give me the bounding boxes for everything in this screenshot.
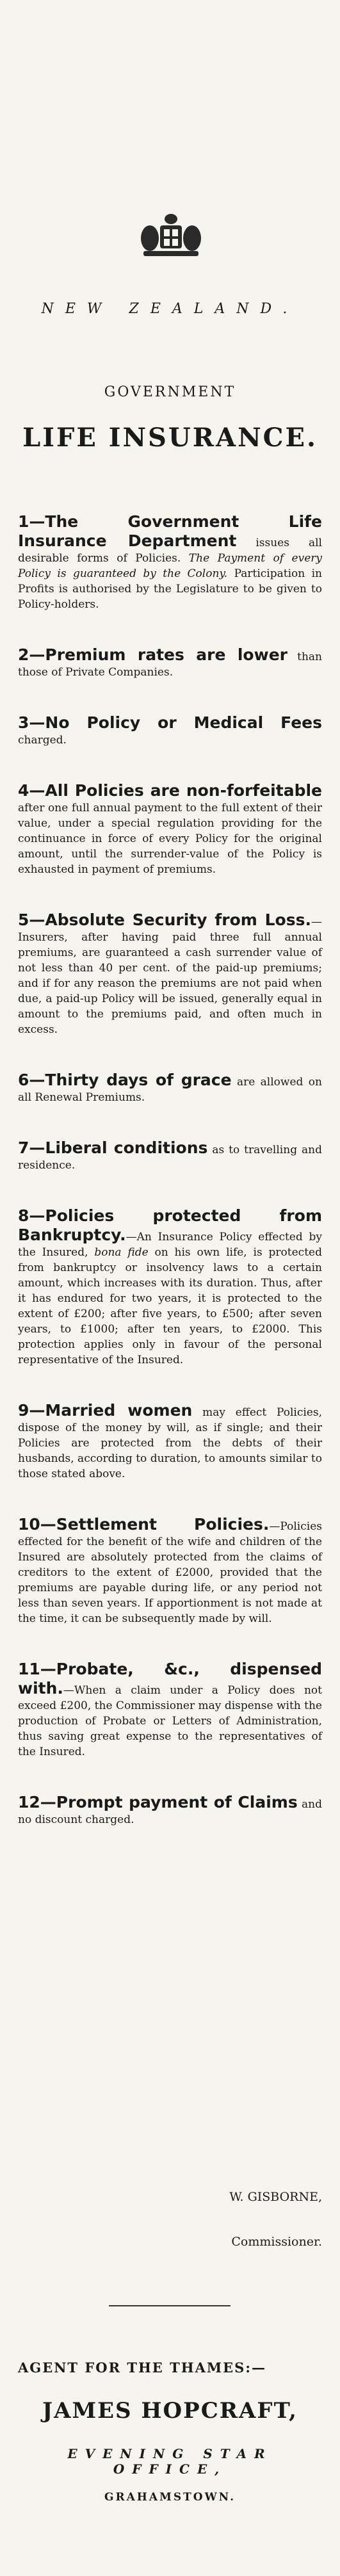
item-lead: 6—Thirty days of grace xyxy=(18,1071,232,1089)
item-tail: Participation in Profits is authorised by the Legislature to be given to Policy-holders. xyxy=(18,567,322,611)
benefits-list xyxy=(18,512,322,1861)
item-body: as to travelling and residence. xyxy=(18,1144,322,1172)
list-item xyxy=(18,1793,322,1827)
list-item xyxy=(18,1660,322,1760)
item-lead: 1—The Government Life Insurance Department xyxy=(18,512,322,550)
item-tail: on his own life, is protected from bankruptcy or insolvency laws to a certain amount, which increases with its duration. Thus, after it has endured for two years, it is protected to the extent of £200; after five years, to £500; after seven years, to £1000; after ten years, to £2000. This protection applies only in favour of the personal representative of the Insured. xyxy=(18,1246,322,1366)
item-body: —Insurers, after having paid three full annual premiums, are guaranteed a cash surrender value of not less than 40 per cent. of the paid-up premiums; and if for any reason the premiums are not paid when due, a paid-up Policy will be issued, generally equal in amount to the premiums paid, and often much in excess. xyxy=(18,916,322,1036)
list-item xyxy=(18,781,322,877)
item-lead: 8—Policies protected from Bankruptcy. xyxy=(18,1206,322,1244)
item-body: may effect Policies, dispose of the money by will, as if single; and their Policies are protected from the debts of their husbands, according to duration, to amounts similar to those stated above. xyxy=(18,1406,322,1480)
item-lead: 9—Married women xyxy=(18,1401,193,1420)
item-body: issues all desirable forms of Policies. xyxy=(18,537,322,565)
item-body: —When a claim under a Policy does not exceed £200, the Commissioner may dispense with the production of Probate or Letters of Administration, thus saving great expense to the representatives of the Insured. xyxy=(18,1684,322,1758)
item-lead: 4—All Policies are non-forfeitable xyxy=(18,781,322,800)
item-lead: 7—Liberal conditions xyxy=(18,1138,208,1157)
item-lead: 10—Settlement Policies. xyxy=(18,1515,270,1534)
item-body: and no discount charged. xyxy=(18,1798,322,1826)
list-item xyxy=(18,1515,322,1626)
list-item xyxy=(18,645,322,680)
item-italic: bona fide xyxy=(94,1246,149,1259)
department-heading: GOVERNMENT xyxy=(104,384,236,400)
list-item xyxy=(18,1401,322,1482)
list-item xyxy=(18,1138,322,1173)
coat-of-arms-icon xyxy=(136,211,206,263)
item-body: —An Insurance Policy effected by the Insured, xyxy=(18,1231,322,1259)
signature-name: W. GISBORNE, xyxy=(229,2190,322,2204)
item-body: —Policies effected for the benefit of the wife and children of the Insured are absolutely protected from the claims of creditors to the extent of £2000, provided that the premiums are payable during life, or any period not less than seven years. If apportionment is not made at the time, it can be subsequently made by will. xyxy=(18,1520,322,1625)
agent-town: GRAHAMSTOWN. xyxy=(104,2491,236,2504)
item-lead: 3—No Policy or Medical Fees xyxy=(18,713,322,732)
list-item xyxy=(18,1206,322,1368)
agent-name: JAMES HOPCRAFT, xyxy=(42,2398,298,2424)
signature-role: Commissioner. xyxy=(231,2235,322,2249)
list-item xyxy=(18,512,322,612)
country-heading: NEW ZEALAND. xyxy=(41,301,299,317)
list-item xyxy=(18,911,322,1037)
divider xyxy=(109,2305,231,2306)
item-lead: 2—Premium rates are lower xyxy=(18,645,287,664)
item-lead: 12—Prompt payment of Claims xyxy=(18,1793,298,1811)
agent-label: AGENT FOR THE THAMES:— xyxy=(18,2360,267,2376)
item-body: after one full annual payment to the full extent of their value, under a special regulation providing for the continuance in force of every Policy for the original amount, until the surrender-value of the Policy is exhausted in payment of premiums. xyxy=(18,802,322,876)
item-italic: The Payment of every Policy is guaranteed by the Colony. xyxy=(18,552,323,580)
page-title: LIFE INSURANCE. xyxy=(22,423,318,453)
item-lead: 5—Absolute Security from Loss. xyxy=(18,911,311,929)
item-body: are allowed on all Renewal Premiums. xyxy=(18,1076,322,1104)
list-item xyxy=(18,713,322,748)
item-lead: 11—Probate, &c., dispensed with. xyxy=(18,1660,322,1697)
item-body: than those of Private Companies. xyxy=(18,651,322,679)
agent-office: EVENING STAR OFFICE, xyxy=(67,2446,273,2477)
list-item xyxy=(18,1071,322,1105)
item-body: charged. xyxy=(18,734,67,747)
